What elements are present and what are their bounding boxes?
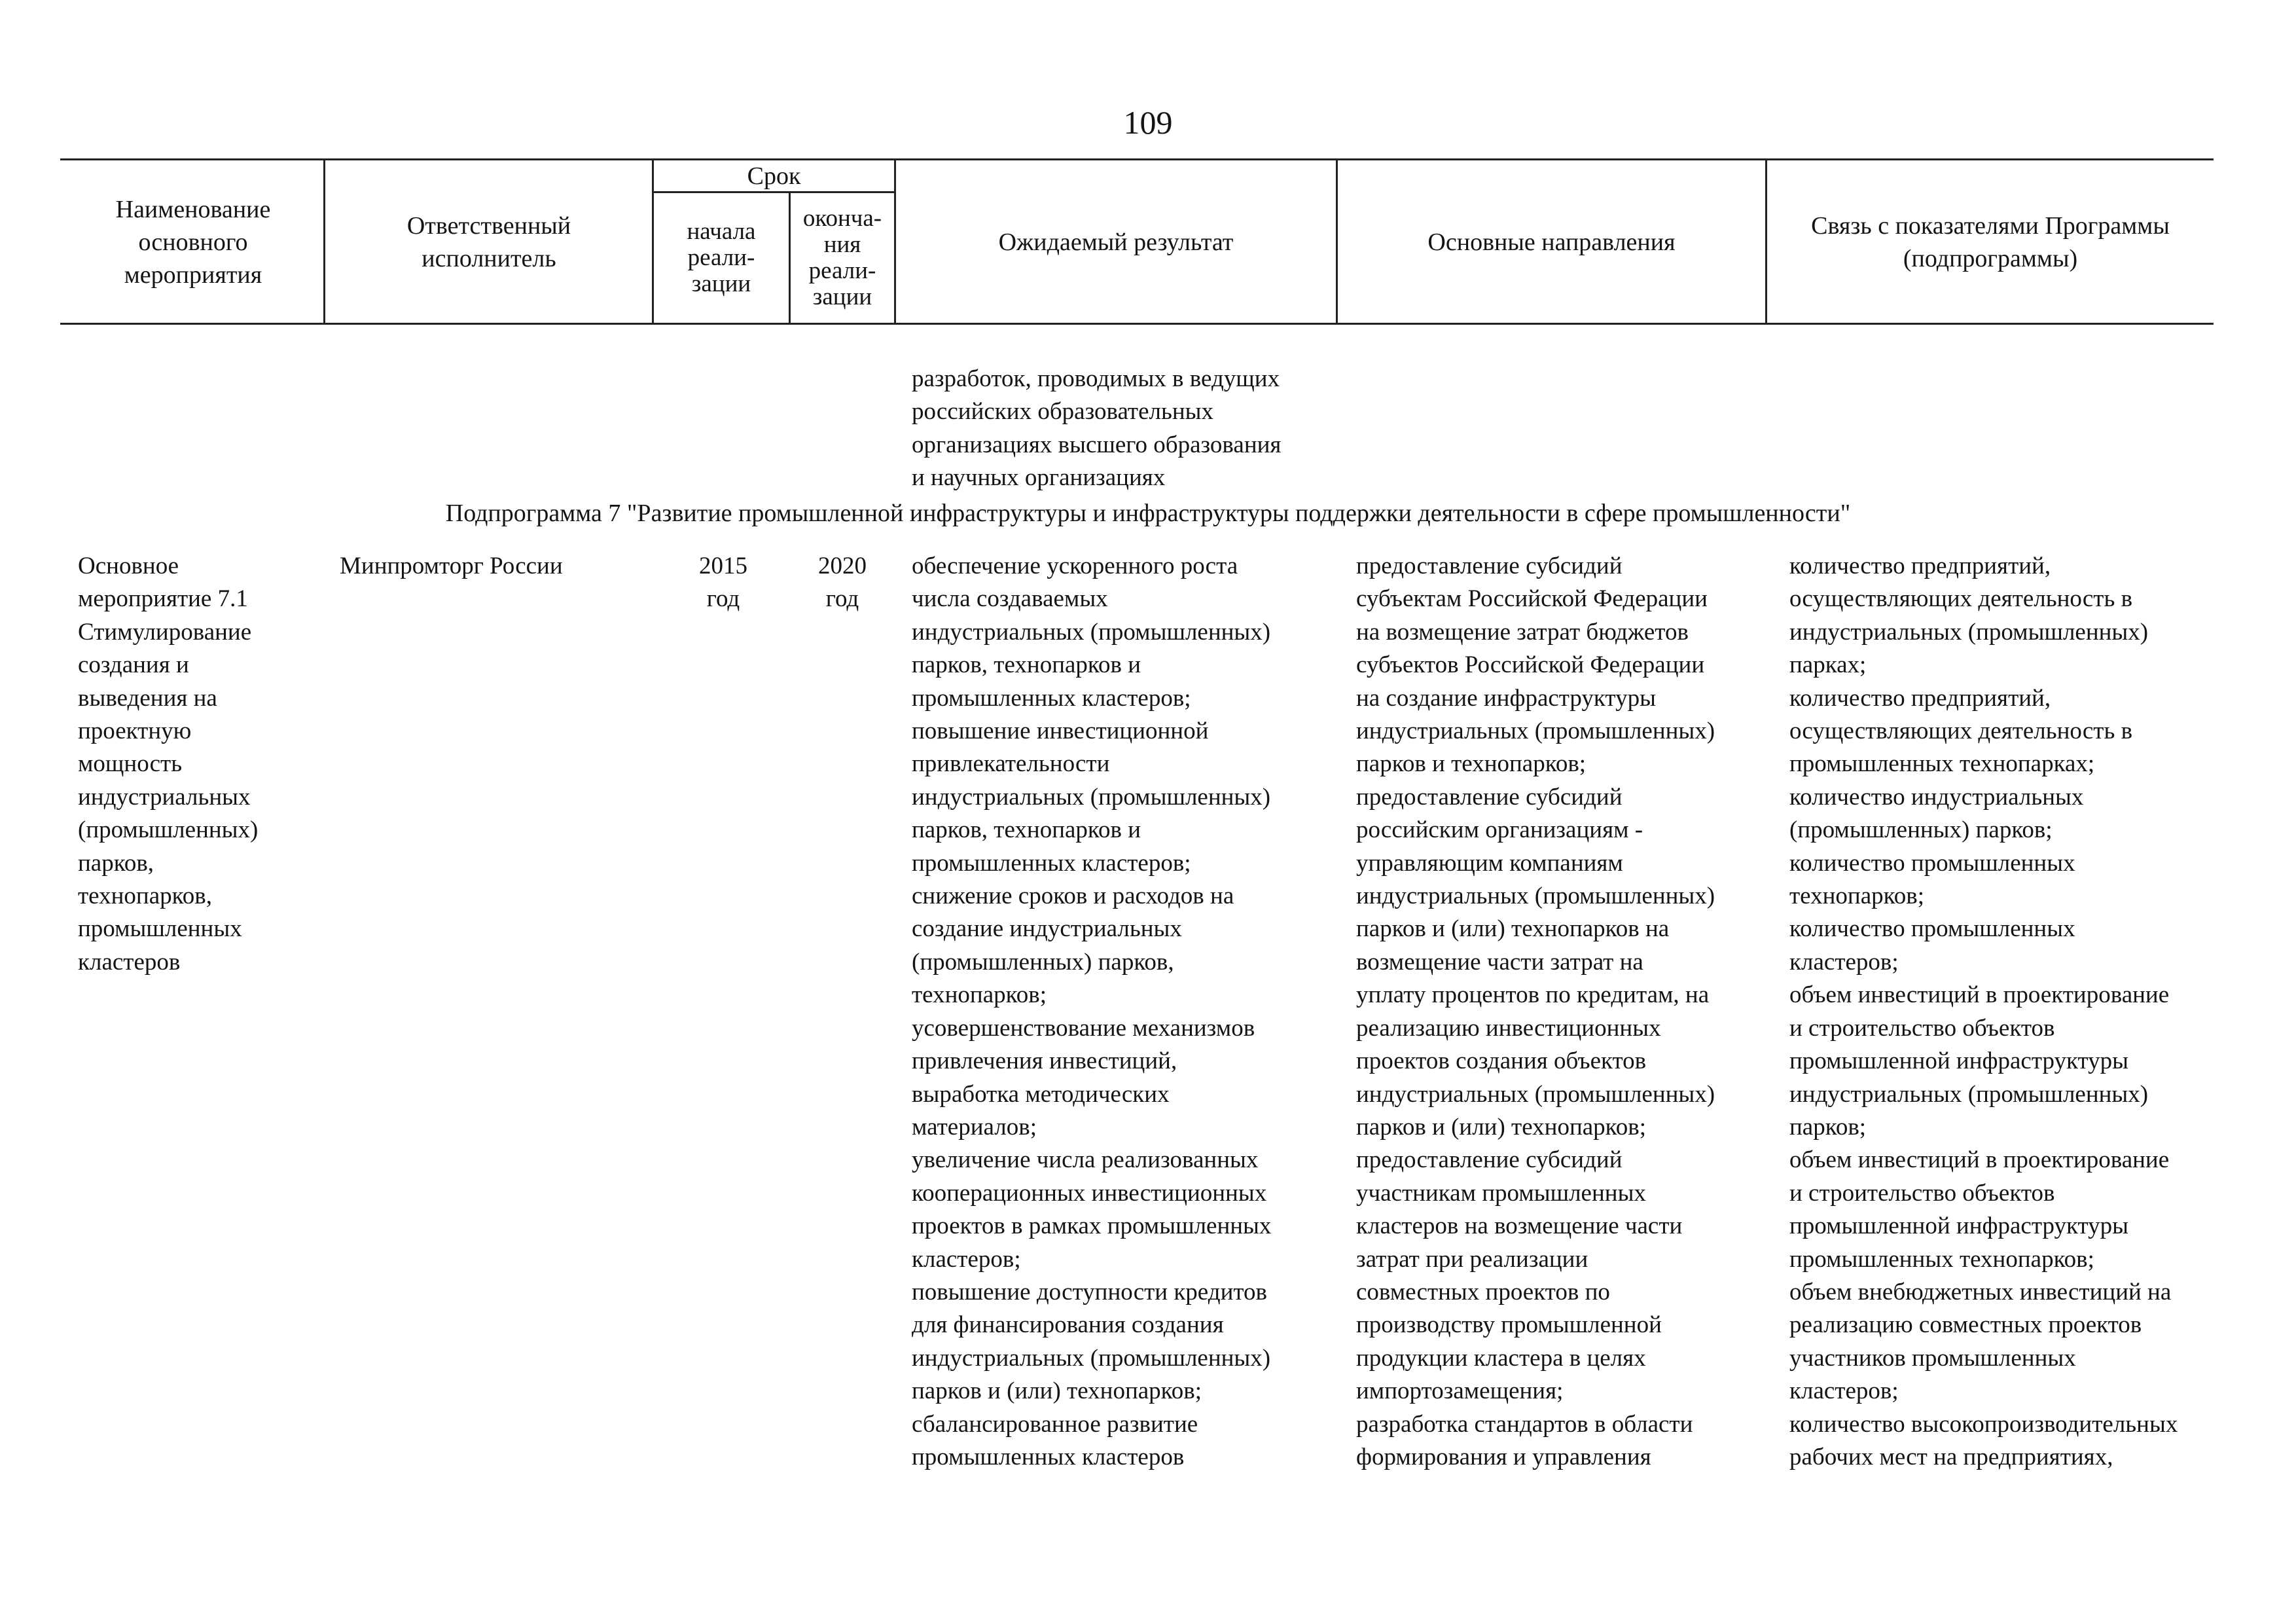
- row-end: 2020 год: [818, 553, 867, 613]
- row-start: 2015 год: [699, 553, 747, 613]
- header-bottom-rule: [60, 323, 2214, 325]
- header-name: Наименование основного мероприятия: [115, 196, 271, 289]
- header-result: Ожидаемый результат: [998, 228, 1234, 256]
- continuation-text: разработок, проводимых в ведущих российских образовательных организациях высшего образования и научных организациях: [912, 365, 1282, 492]
- subprogram-title: Подпрограмма 7 "Развитие промышленной инфраструктуры и инфраструктуры поддержки деятельности в сфере промышленности": [445, 500, 1851, 527]
- row-name: Основное мероприятие 7.1 Стимулирование создания и выведения на проектную мощность индустриальных (промышленных) парков, технопарков, промышленных кластеров: [78, 553, 259, 976]
- column-divider: [323, 158, 325, 323]
- header-top-rule: [60, 158, 2214, 160]
- header-link: Связь с показателями Программы (подпрограммы): [1811, 212, 2170, 272]
- row-directions: предоставление субсидий субъектам Российской Федерации на возмещение затрат бюджетов субъектов Российской Федерации на создание инфраструктуры индустриальных (промышленных) парков и технопарков; предоставление субсидий российским организациям - управляющим компаниям индустриальных (промышленных) парков и (или) технопарков на возмещение части затрат на уплату процентов по кредитам, на реализацию инвестиционных проектов создания объектов индустриальных (промышленных) парков и (или) технопарков; предоставление субсидий участникам промышленных кластеров на возмещение части затрат при реализации совместных проектов по производству промышленной продукции кластера в целях импортозамещения; разработка стандартов в области формирования и управления: [1356, 553, 1715, 1470]
- header-term: Срок: [747, 162, 801, 190]
- row-executor: Минпромторг России: [340, 553, 563, 579]
- header-end: оконча- ния реали- зации: [802, 205, 882, 310]
- row-indicators: количество предприятий, осуществляющих деятельность в индустриальных (промышленных) парках; количество предприятий, осуществляющих деятельность в промышленных технопарках; количество индустриальных (промышленных) парков; количество промышленных технопарков; количество промышленных кластеров; объем инвестиций в проектирование и строительство объектов промышленной инфраструктуры индустриальных (промышленных) парков; объем инвестиций в проектирование и строительство объектов промышленной инфраструктуры промышленных технопарков; объем внебюджетных инвестиций на реализацию совместных проектов участников промышленных кластеров; количество высокопроизводительных рабочих мест на предприятиях,: [1789, 553, 2178, 1470]
- page-number: 109: [1123, 104, 1173, 141]
- header-start: начала реали- зации: [687, 218, 756, 297]
- row-result: обеспечение ускоренного роста числа создаваемых индустриальных (промышленных) парков, технопарков и промышленных кластеров; повышение инвестиционной привлекательности индустриальных (промышленных) парков, технопарков и промышленных кластеров; снижение сроков и расходов на создание индустриальных (промышленных) парков, технопарков; усовершенствование механизмов привлечения инвестиций, выработка методических материалов; увеличение числа реализованных кооперационных инвестиционных проектов в рамках промышленных кластеров; повышение доступности кредитов для финансирования создания индустриальных (промышленных) парков и (или) технопарков; сбалансированное развитие промышленных кластеров: [912, 553, 1272, 1470]
- header-directions: Основные направления: [1427, 228, 1676, 256]
- header-executor: Ответственный исполнитель: [406, 212, 571, 272]
